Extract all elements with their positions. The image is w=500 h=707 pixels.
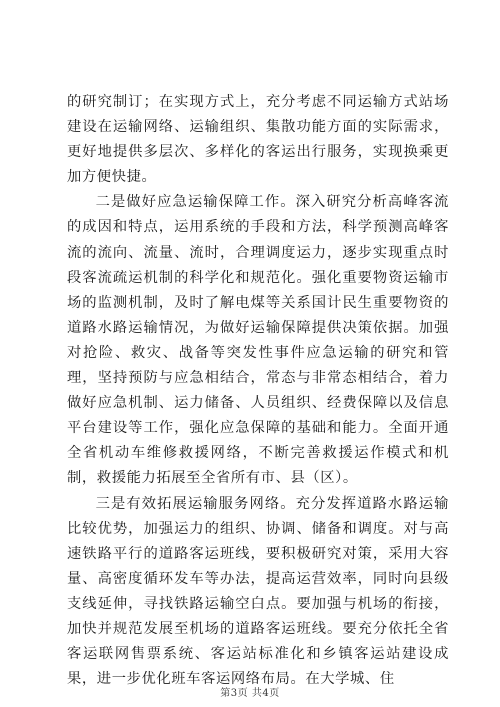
page-footer: 第3页 共4页	[220, 688, 280, 699]
paragraph-service-network: 三是有效拓展运输服务网络。充分发挥道路水路运输比较优势，加强运力的组织、协调、储备和调度。对与高速铁路平行的道路客运班线，要积极研究对策，采用大容量、高密度循环发车等办法，提高运营效率，同时向县级支线延伸，寻找铁路运输空白点。要加强与机场的衔接，加快并规范发展至机场的道路客运班线。要充分依托全省客运联网售票系统、客运站标准化和乡镇客运站建设成果，进一步优化班车客运网络布局。在大学城、住	[67, 495, 449, 688]
paragraph-continued: 的研究制订；在实现方式上，充分考虑不同运输方式站场建设在运输网络、运输组织、集散功能方面的实际需求，更好地提供多层次、多样化的客运出行服务，实现换乘更加方便快捷。	[67, 94, 449, 186]
paragraph-emergency-transport: 二是做好应急运输保障工作。深入研究分析高峰客流的成因和特点，运用系统的手段和方法，科学预测高峰客流的流向、流量、流时，合理调度运力，逐步实现重点时段客流疏运机制的科学化和规范化。强化重要物资运输市场的监测机制，及时了解电煤等关系国计民生重要物资的道路水路运输情况，为做好运输保障提供决策依据。加强对抢险、救灾、战备等突发性事件应急运输的研究和管理，坚持预防与应急相结合，常态与非常态相结合，着力做好应急机制、运力储备、人员组织、经费保障以及信息平台建设等工作，强化应急保障的基础和能力。全面开通全省机动车维修救援网络，不断完善救援运作模式和机制，救援能力拓展至全省所有市、县（区）。	[67, 194, 449, 487]
document-body	[67, 90, 449, 692]
